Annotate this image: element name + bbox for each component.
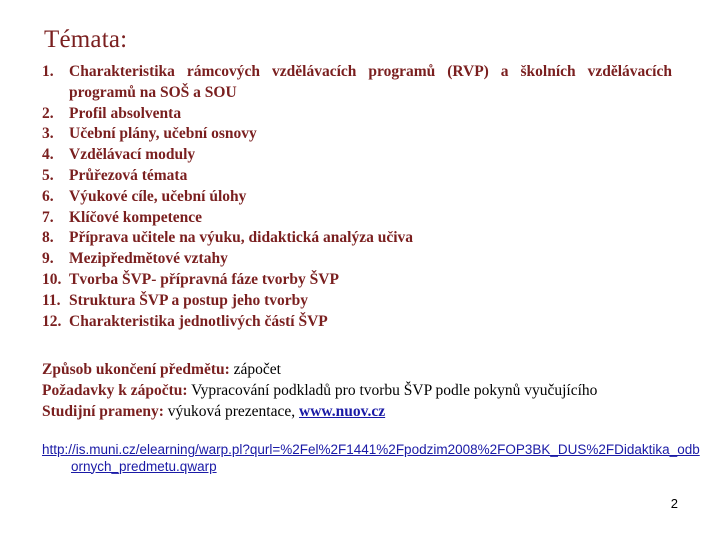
topic-text: Klíčové kompetence (69, 208, 203, 226)
sources-line (42, 402, 672, 423)
topic-item (42, 124, 672, 145)
topic-number: 9. (42, 250, 54, 268)
topic-number: 8. (42, 229, 54, 247)
topic-number: 1. (42, 63, 54, 80)
nuov-link[interactable]: www.nuov.cz (299, 402, 386, 420)
topics-list (42, 62, 672, 332)
topic-text: Profil absolventa (69, 104, 182, 122)
topic-item (42, 228, 672, 249)
topic-text: Mezipředmětové vztahy (69, 250, 228, 268)
topic-text: Příprava učitele na výuku, didaktická analýza učiva (69, 229, 414, 247)
topic-item (42, 291, 672, 312)
topic-number: 10. (42, 270, 62, 288)
topic-item (42, 312, 672, 333)
topic-number: 12. (42, 312, 62, 330)
topic-item (42, 270, 672, 291)
completion-line (42, 360, 672, 381)
topic-text: Struktura ŠVP a postup jeho tvorby (69, 291, 308, 309)
completion-label: Způsob ukončení předmětu: (42, 361, 230, 378)
sources-value: výuková prezentace, (167, 402, 296, 420)
topic-number: 2. (42, 104, 54, 122)
topic-text: Charakteristika jednotlivých částí ŠVP (69, 312, 328, 330)
requirements-value: Vypracování podkladů pro tvorbu ŠVP podle pokynů vyučujícího (191, 381, 598, 399)
topic-text: Průřezová témata (69, 166, 188, 184)
requirements-line (42, 381, 672, 402)
topic-number: 6. (42, 187, 54, 205)
topic-number: 11. (42, 291, 61, 309)
topic-item (42, 145, 672, 166)
topic-text: Učební plány, učební osnovy (69, 125, 257, 143)
topic-number: 7. (42, 208, 54, 226)
slide-title: Témata: (44, 26, 128, 53)
topic-item (42, 166, 672, 187)
sources-label: Studijní prameny: (42, 402, 164, 420)
completion-value: zápočet (233, 361, 281, 378)
topic-text: Charakteristika rámcových vzdělávacích programů (RVP) a školních vzdělávacích programů na SOŠ a SOU (69, 63, 672, 101)
topic-item (42, 104, 672, 125)
topic-number: 5. (42, 166, 54, 184)
topic-number: 3. (42, 125, 54, 143)
topic-item (42, 208, 672, 229)
requirements-label: Požadavky k zápočtu: (42, 381, 188, 399)
topic-item (42, 62, 672, 104)
topic-item (42, 187, 672, 208)
topic-text: Vzdělávací moduly (69, 146, 196, 164)
course-info (42, 360, 672, 422)
page-number: 2 (670, 496, 678, 511)
topic-item (42, 249, 672, 270)
topic-text: Výukové cíle, učební úlohy (69, 187, 247, 205)
topic-number: 4. (42, 146, 54, 164)
topic-text: Tvorba ŠVP- přípravná fáze tvorby ŠVP (69, 270, 339, 288)
elearning-url-link[interactable]: http://is.muni.cz/elearning/warp.pl?qurl=%2Fel%2F1441%2Fpodzim2008%2FOP3BK_DUS%2FDidaktika_odbornych_predmetu.qwarp (42, 442, 700, 474)
